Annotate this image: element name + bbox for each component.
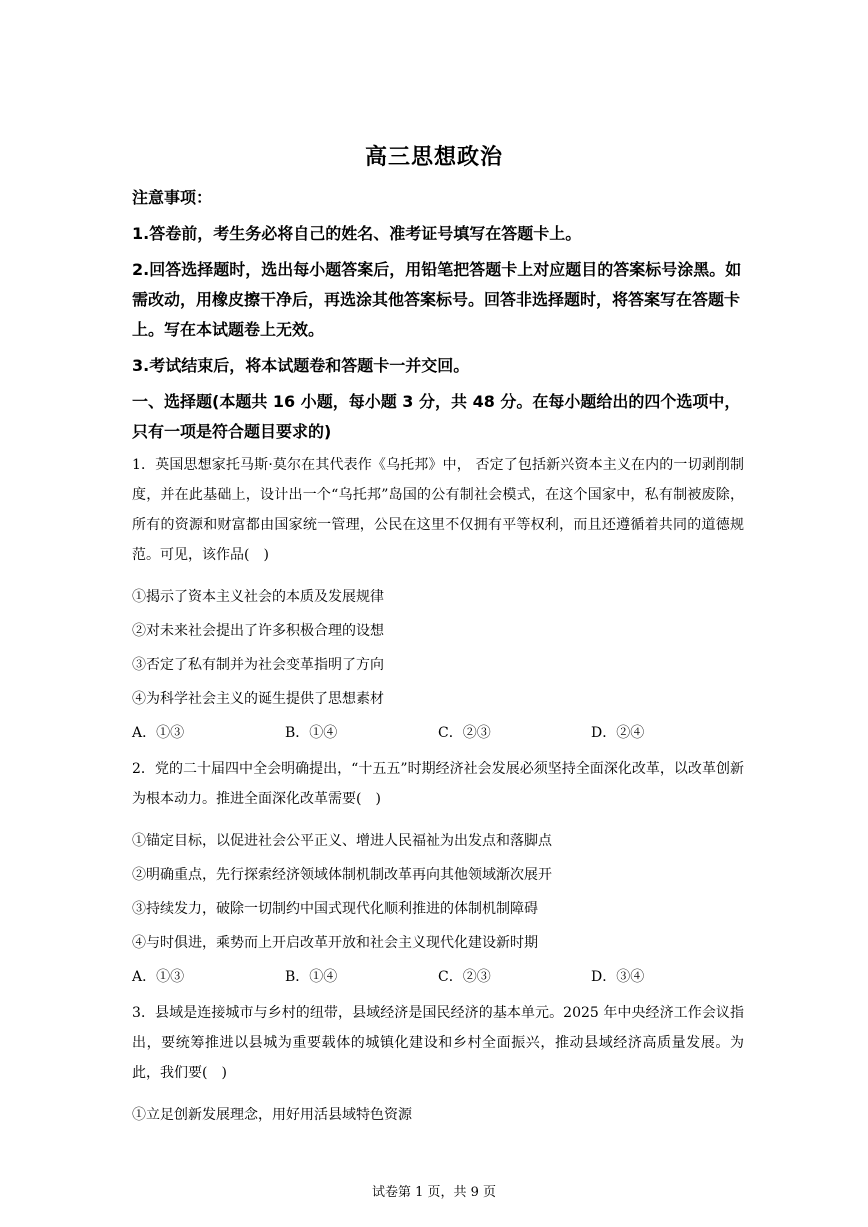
question-option: ②明确重点，先行探索经济领域体制机制改革再向其他领域渐次展开 (132, 867, 552, 883)
question-stem: 2．党的二十届四中全会明确提出，“十五五”时期经济社会发展必须坚持全面深化改革，以改革创新为根本动力。推进全面深化改革需要( ) (132, 761, 744, 807)
choice-b: B．①④ (285, 725, 338, 741)
question-option: ④与时俱进，乘势而上开启改革开放和社会主义现代化建设新时期 (132, 935, 538, 951)
section-heading: 一、选择题(本题共 16 小题，每小题 3 分，共 48 分。在每小题给出的四个选项中，只有一项是符合题目要求的) (132, 392, 741, 441)
choice-b: B．①④ (285, 969, 338, 985)
notes-heading: 注意事项： (132, 188, 213, 207)
question-2 (132, 754, 744, 994)
notes-item: 2.回答选择题时，选出每小题答案后，用铅笔把答题卡上对应题目的答案标号涂黑。如需改动，用橡皮擦干净后，再选涂其他答案标号。回答非选择题时，将答案写在答题卡上。写在本试题卷上无效。 (132, 260, 742, 339)
question-option: ①锚定目标，以促进社会公平正义、增进人民福祉为出发点和落脚点 (132, 833, 552, 849)
question-option: ③否定了私有制并为社会变革指明了方向 (132, 657, 384, 673)
choice-c: C．②③ (438, 969, 491, 985)
page-title: 高三思想政治 (364, 144, 503, 170)
question-option: ②对未来社会提出了许多积极合理的设想 (132, 623, 384, 639)
question-option: ①揭示了资本主义社会的本质及发展规律 (132, 589, 384, 605)
question-stem: 3．县域是连接城市与乡村的纽带，县域经济是国民经济的基本单元。2025 年中央经济工作会议指出，要统筹推进以县城为重要载体的城镇化建设和乡村全面振兴，推动县域经济高质量发展。为此，我们要( ) (132, 1005, 744, 1081)
choice-d: D．③④ (591, 969, 645, 985)
question-stem: 1．英国思想家托马斯·莫尔在其代表作《乌托邦》中， 否定了包括新兴资本主义在内的一切剥削制度，并在此基础上，设计出一个“乌托邦”岛国的公有制社会模式，在这个国家中，私有制被废除，所有的资源和财富都由国家统一管理，公民在这里不仅拥有平等权利，而且还遵循着共同的道德规范。可见，该作品( ) (132, 457, 744, 563)
choice-c: C．②③ (438, 725, 491, 741)
question-3 (132, 998, 744, 1132)
question-list (132, 450, 744, 1132)
exam-notes (132, 183, 742, 453)
notes-item: 3.考试结束后，将本试题卷和答题卡一并交回。 (132, 356, 470, 375)
choice-a: A．①③ (132, 725, 185, 741)
question-1 (132, 450, 744, 750)
choice-d: D．②④ (591, 725, 645, 741)
question-option: ①立足创新发展理念，用好用活县域特色资源 (132, 1107, 412, 1123)
answer-choices (132, 716, 744, 750)
question-option: ③持续发力，破除一切制约中国式现代化顺利推进的体制机制障碍 (132, 901, 538, 917)
question-option: ④为科学社会主义的诞生提供了思想素材 (132, 691, 384, 707)
answer-choices (132, 960, 744, 994)
page-footer: 试卷第 1 页，共 9 页 (371, 1185, 497, 1200)
choice-a: A．①③ (132, 969, 185, 985)
notes-item: 1.答卷前，考生务必将自己的姓名、准考证号填写在答题卡上。 (132, 224, 582, 243)
